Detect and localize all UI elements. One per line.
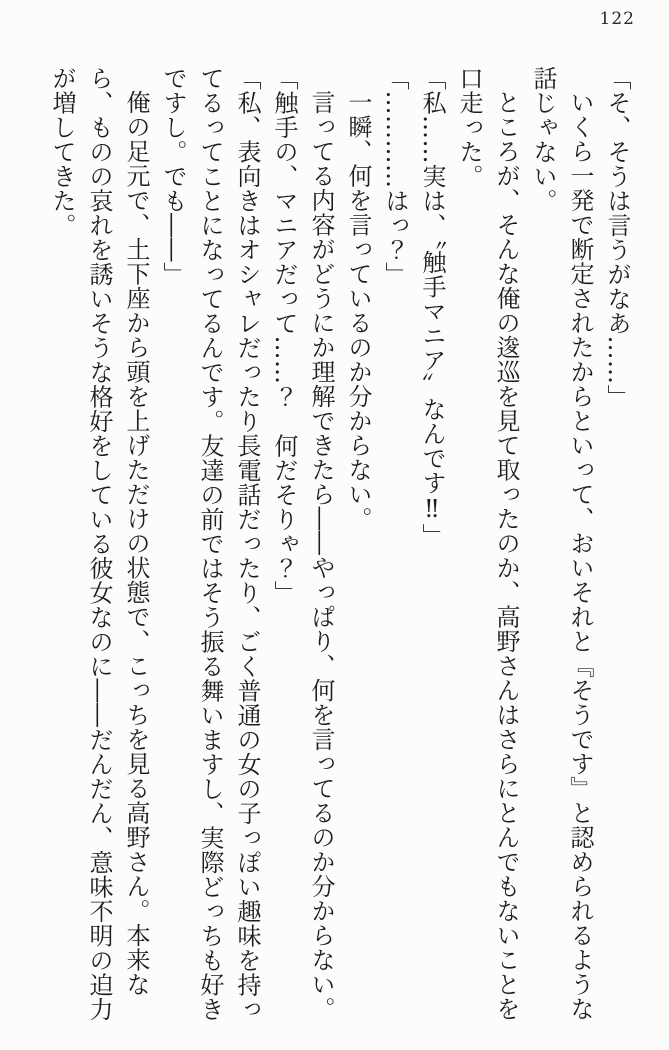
paragraph-narration: いくら一発で断定されたからといって、おいそれと『そうです』と認められるような話じゃない。 — [529, 66, 594, 1021]
paragraph-dialogue: 「私……実は、〝触手マニア〟なんです‼」 — [418, 66, 446, 548]
paragraph-dialogue: 「そ、そうは言うがなあ……」 — [603, 66, 631, 409]
page-number: 122 — [599, 9, 635, 29]
paragraph-narration: 言ってる内容がどうにか理解できたら――やっぱり、何を言ってるのか分からない。 — [307, 90, 335, 1021]
paragraph-dialogue: 「私、表向きはオシャレだったり長電話だったり、ごく普通の女の子っぽい趣味を持ってるってことになってるんです。友達の前ではそう振る舞いますし、実際どっちも好きですし。でも――」 — [159, 66, 261, 1022]
paragraph-narration: ところが、そんな俺の逡巡を見て取ったのか、高野さんはさらにとんでもないことを口走った。 — [455, 66, 520, 1021]
paragraph-dialogue: 「…………はっ？」 — [381, 66, 409, 287]
paragraph-narration: 一瞬、何を言っているのか分からない。 — [344, 90, 372, 531]
paragraph-dialogue: 「触手の、マニアだって……？ 何だそりゃ？」 — [270, 66, 298, 605]
body-text — [31, 66, 635, 1034]
paragraph-narration: 俺の足元で、土下座から頭を上げただけの状態で、こっちを見る高野さん。本来なら、ものの哀れを誘いそうな格好をしている彼女なのに――だんだん、意味不明の迫力が増してきた。 — [48, 66, 150, 1022]
